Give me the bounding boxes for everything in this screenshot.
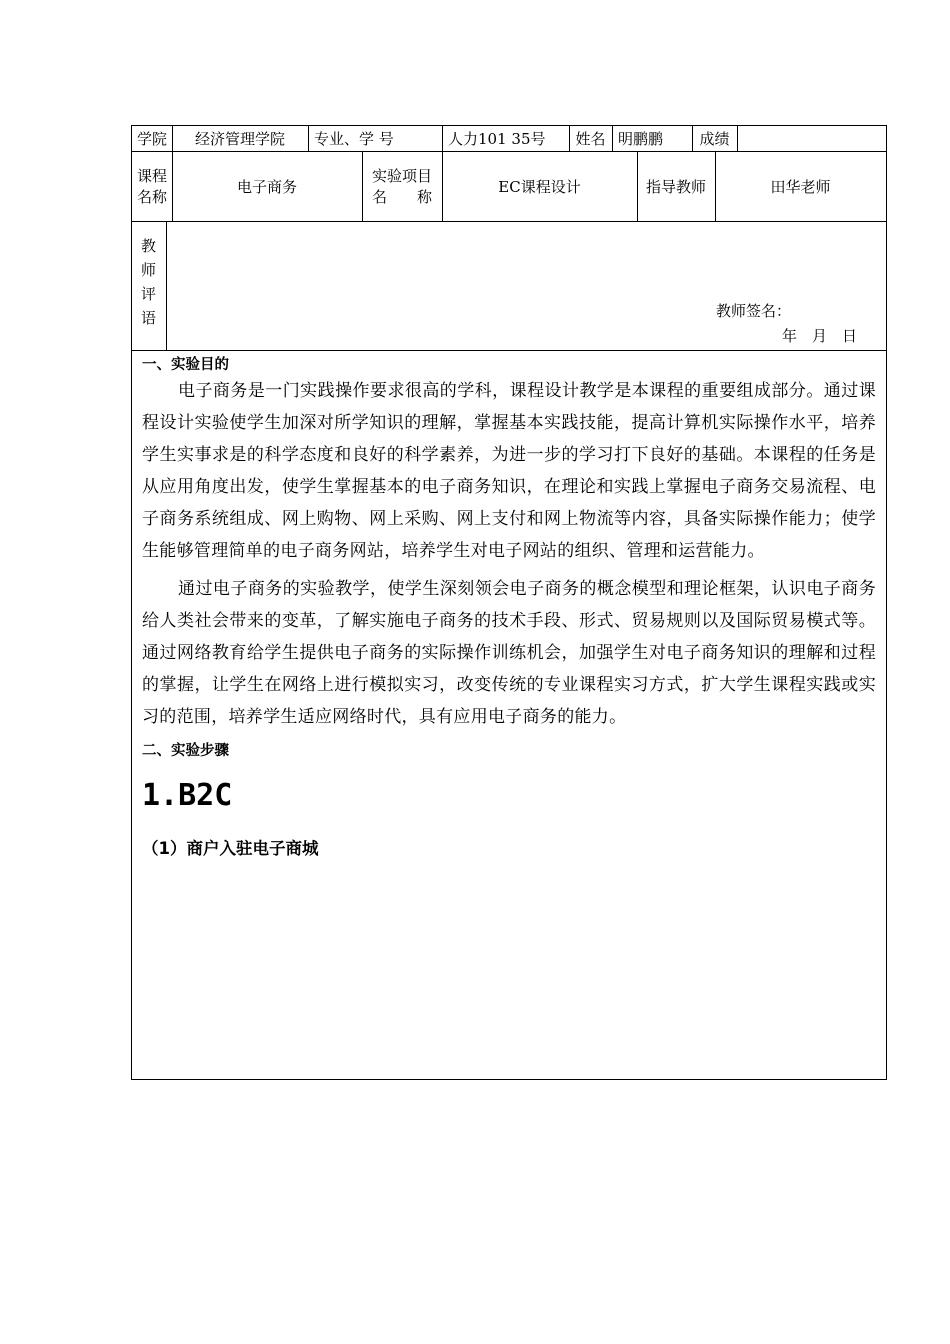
course-name-label (132, 152, 172, 221)
comment-label-char: 语 (141, 309, 157, 327)
divider (166, 221, 167, 350)
paragraph: 通过电子商务的实验教学，使学生深刻领会电子商务的概念模型和理论框架，认识电子商务给人类社会带来的变革，了解实施电子商务的技术手段、形式、贸易规则以及国际贸易模式等。通过网络教育给学生提供电子商务的实际操作训练机会，加强学生对电子商务知识的理解和过程的掌握，让学生在网络上进行模拟实习，改变传统的专业课程实习方式，扩大学生课程实践或实习的范围，培养学生适应网络时代，具有应用电子商务的能力。 (142, 579, 876, 727)
project-label-line: 名 称 (371, 187, 432, 206)
comment-label-char: 评 (141, 285, 157, 303)
row2-bottom-border (132, 221, 886, 222)
major-label: 专业、学 号 (314, 129, 394, 148)
course-label-line: 名称 (136, 187, 167, 206)
project-name-label (362, 152, 442, 221)
course-label-line: 课程 (136, 166, 167, 185)
name-value: 明鹏鹏 (618, 129, 664, 148)
comment-label-char: 师 (141, 261, 157, 279)
name-label: 姓名 (575, 129, 606, 148)
score-label: 成绩 (699, 129, 730, 148)
project-name-value: EC课程设计 (498, 177, 581, 196)
step-subheading: （1）商户入驻电子商城 (142, 839, 319, 858)
report-body (142, 355, 876, 861)
experiment-report-form (131, 125, 887, 1080)
instructor-value: 田华老师 (770, 177, 831, 196)
teacher-signature-label: 教师签名： (716, 302, 792, 320)
instructor-label: 指导教师 (645, 177, 706, 196)
step-title: 1.B2C (142, 778, 233, 813)
teacher-comment-label (132, 222, 166, 350)
section-heading: 二、实验步骤 (142, 743, 229, 759)
score-value (737, 126, 886, 151)
college-label: 学院 (136, 129, 167, 148)
course-name-value: 电子商务 (236, 177, 297, 196)
college-value: 经济管理学院 (194, 129, 285, 148)
paragraph: 电子商务是一门实践操作要求很高的学科，课程设计教学是本课程的重要组成部分。通过课程设计实验使学生加深对所学知识的理解，掌握基本实践技能，提高计算机实际操作水平，培养学生实事求是的科学态度和良好的科学素养，为进一步的学习打下良好的基础。本课程的任务是从应用角度出发，使学生掌握基本的电子商务知识，在理论和实践上掌握电子商务交易流程、电子商务系统组成、网上购物、网上采购、网上支付和网上物流等内容，具备实际操作能力；使学生能够管理简单的电子商务网站，培养学生对电子网站的组织、管理和运营能力。 (142, 381, 876, 561)
major-value: 人力101 35号 (448, 129, 546, 148)
signature-date: 年 月 日 (782, 327, 858, 345)
row3-bottom-border (132, 350, 886, 351)
section-heading: 一、实验目的 (142, 357, 229, 373)
comment-label-char: 教 (141, 237, 157, 255)
project-label-line: 实验项目 (371, 166, 432, 185)
